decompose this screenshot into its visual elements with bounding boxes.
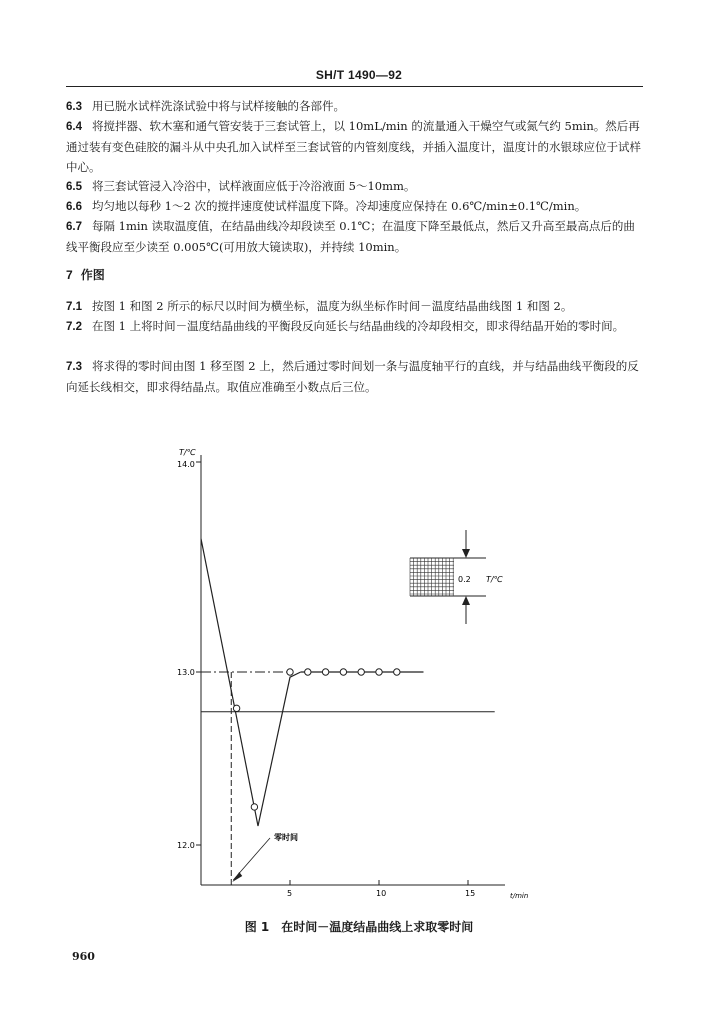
scale-grid <box>410 558 454 596</box>
scale-value-label: 0.2 <box>458 575 471 584</box>
paragraph-number: 7.1 <box>66 301 82 313</box>
paragraph-number: 6.7 <box>66 221 82 233</box>
zero-time-label: 零时间 <box>274 833 298 842</box>
x-tick-label: 10 <box>376 889 387 898</box>
data-point-marker <box>358 669 364 675</box>
paragraph-number: 6.3 <box>66 101 82 113</box>
figure-data-layer <box>177 462 495 898</box>
paragraph-number: 7.3 <box>66 361 82 373</box>
zero-time-arrowhead <box>232 872 242 882</box>
paragraph-text: 将求得的零时间由图 1 移至图 2 上，然后通过零时间划一条与温度轴平行的直线，并与结晶曲线平衡段的反向延长线相交，即求得结晶点。取值应准确至小数点后三位。 <box>66 359 639 394</box>
data-point-marker <box>305 669 311 675</box>
scale-arrowhead-top <box>462 549 470 558</box>
page-header: SH/T 1490—92 <box>315 68 403 82</box>
data-point-marker <box>322 669 328 675</box>
data-point-marker <box>251 804 257 810</box>
paragraph-text: 在图 1 上将时间－温度结晶曲线的平衡段反向延长与结晶曲线的冷却段相交，即求得结晶开始的零时间。 <box>92 319 625 333</box>
paragraph-number: 6.4 <box>66 121 82 133</box>
section-number: 7 <box>66 268 73 282</box>
y-axis-top-label: 14.0 <box>177 460 195 469</box>
data-point-marker <box>340 669 346 675</box>
x-axis-title: t/min <box>510 892 529 900</box>
paragraph-text: 用已脱水试样洗涤试验中将与试样接触的各部件。 <box>92 99 345 113</box>
figure-static-layer <box>177 448 528 900</box>
figure-caption: 图 1 在时间－温度结晶曲线上求取零时间 <box>244 920 474 934</box>
y-tick-label: 13.0 <box>177 668 195 677</box>
x-tick-label: 5 <box>287 889 293 898</box>
y-tick-label: 12.0 <box>177 841 195 850</box>
scale-arrowhead-bottom <box>462 596 470 605</box>
paragraph-number: 7.2 <box>66 321 82 333</box>
data-point-marker <box>394 669 400 675</box>
scale-indicator <box>410 530 504 624</box>
paragraph-text: 按图 1 和图 2 所示的标尺以时间为横坐标，温度为纵坐标作时间－温度结晶曲线图 1 和图 2。 <box>92 299 573 313</box>
series-line-cooling <box>201 539 301 826</box>
scale-unit-label: T/℃ <box>486 575 503 584</box>
paragraph-text: 将三套试管浸入冷浴中，试样液面应低于冷浴液面 5～10mm。 <box>92 179 416 193</box>
data-point-marker <box>233 705 239 711</box>
page-number: 960 <box>72 950 95 963</box>
y-axis-title: T/℃ <box>179 448 196 457</box>
data-point-marker <box>376 669 382 675</box>
paragraph-text: 均匀地以每秒 1～2 次的搅拌速度使试样温度下降。冷却速度应保持在 0.6℃/min±0.1℃/min。 <box>92 199 587 213</box>
paragraph-number: 6.6 <box>66 201 82 213</box>
paragraph-text: 每隔 1min 读取温度值，在结晶曲线冷却段读至 0.1℃；在温度下降至最低点，然后又升高至最高点后的曲线平衡段应至少读至 0.005℃(可用放大镜读取)，并持续 10min。 <box>66 219 635 254</box>
data-point-marker <box>287 669 293 675</box>
paragraph-number: 6.5 <box>66 181 82 193</box>
section-title: 作图 <box>80 268 105 282</box>
paragraph-text: 将搅拌器、软木塞和通气管安装于三套试管上，以 10mL/min 的流量通入干燥空气或氮气约 5min。然后再通过装有变色硅胶的漏斗从中央孔加入试样至三套试管的内管刻度线，并插入温度计，温度计的水银球应位于试样中心。 <box>66 119 641 174</box>
x-tick-label: 15 <box>465 889 476 898</box>
